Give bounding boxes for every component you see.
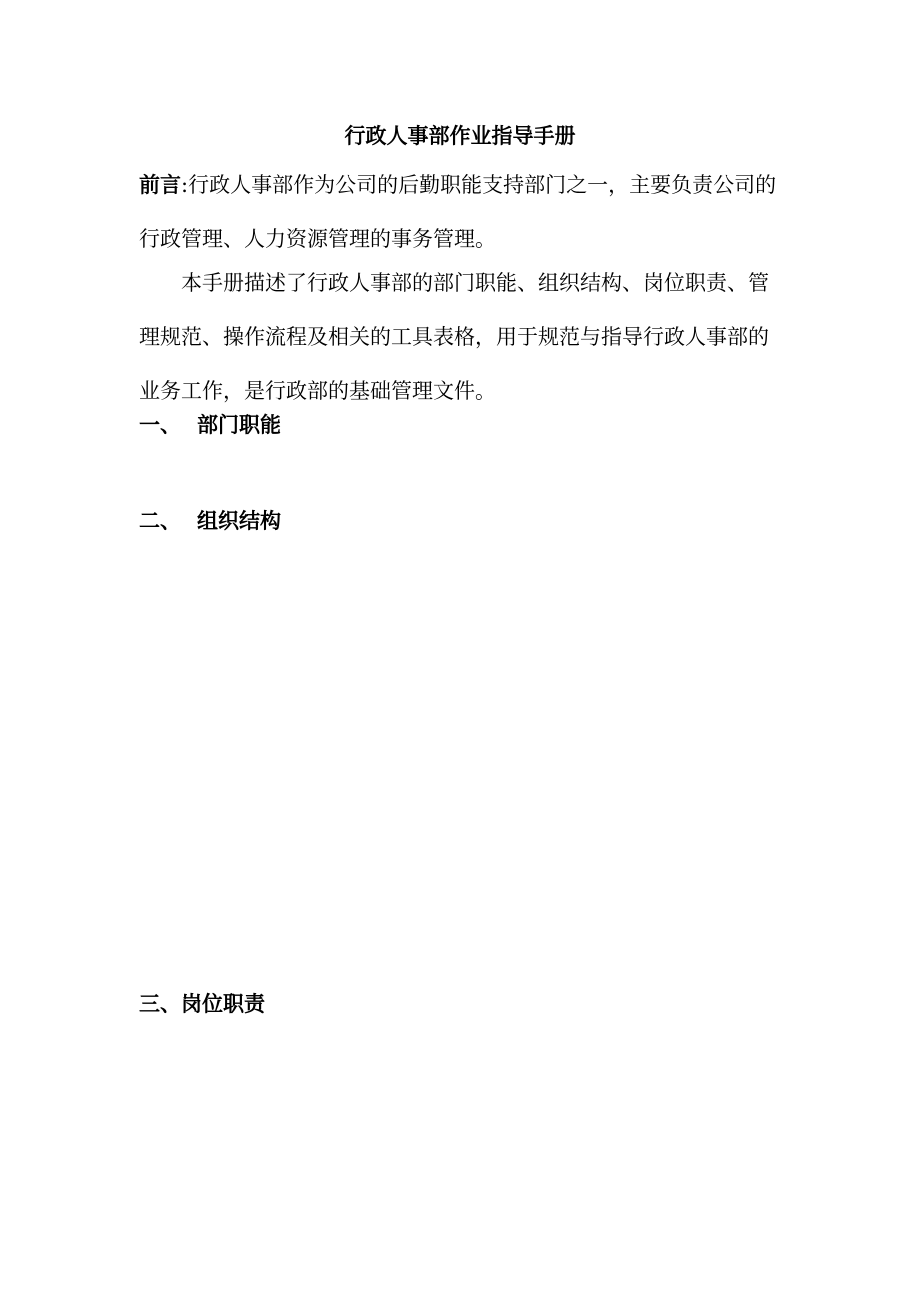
section-title: 岗位职责 bbox=[181, 991, 265, 1016]
preface-separator: : bbox=[181, 173, 189, 197]
intro-paragraph: 本手册描述了行政人事部的部门职能、组织结构、岗位职责、管理规范、操作流程及相关的工具表格，用于规范与指导行政人事部的业务工作，是行政部的基础管理文件。 bbox=[139, 271, 769, 403]
preface-label: 前言 bbox=[139, 172, 181, 197]
section-title: 组织结构 bbox=[197, 508, 281, 533]
section-title: 部门职能 bbox=[197, 412, 281, 437]
section-number: 二、 bbox=[139, 508, 181, 533]
section-number: 三、 bbox=[139, 991, 181, 1016]
preface-paragraph bbox=[139, 158, 784, 266]
section-heading-department-functions bbox=[139, 409, 281, 441]
section-heading-organization-structure bbox=[139, 505, 281, 537]
document-title: 行政人事部作业指导手册 bbox=[344, 123, 576, 148]
preface-text: 行政人事部作为公司的后勤职能支持部门之一，主要负责公司的行政管理、人力资源管理的事务管理。 bbox=[139, 173, 777, 251]
section-heading-job-responsibilities bbox=[139, 988, 265, 1020]
section-number: 一、 bbox=[139, 412, 181, 437]
